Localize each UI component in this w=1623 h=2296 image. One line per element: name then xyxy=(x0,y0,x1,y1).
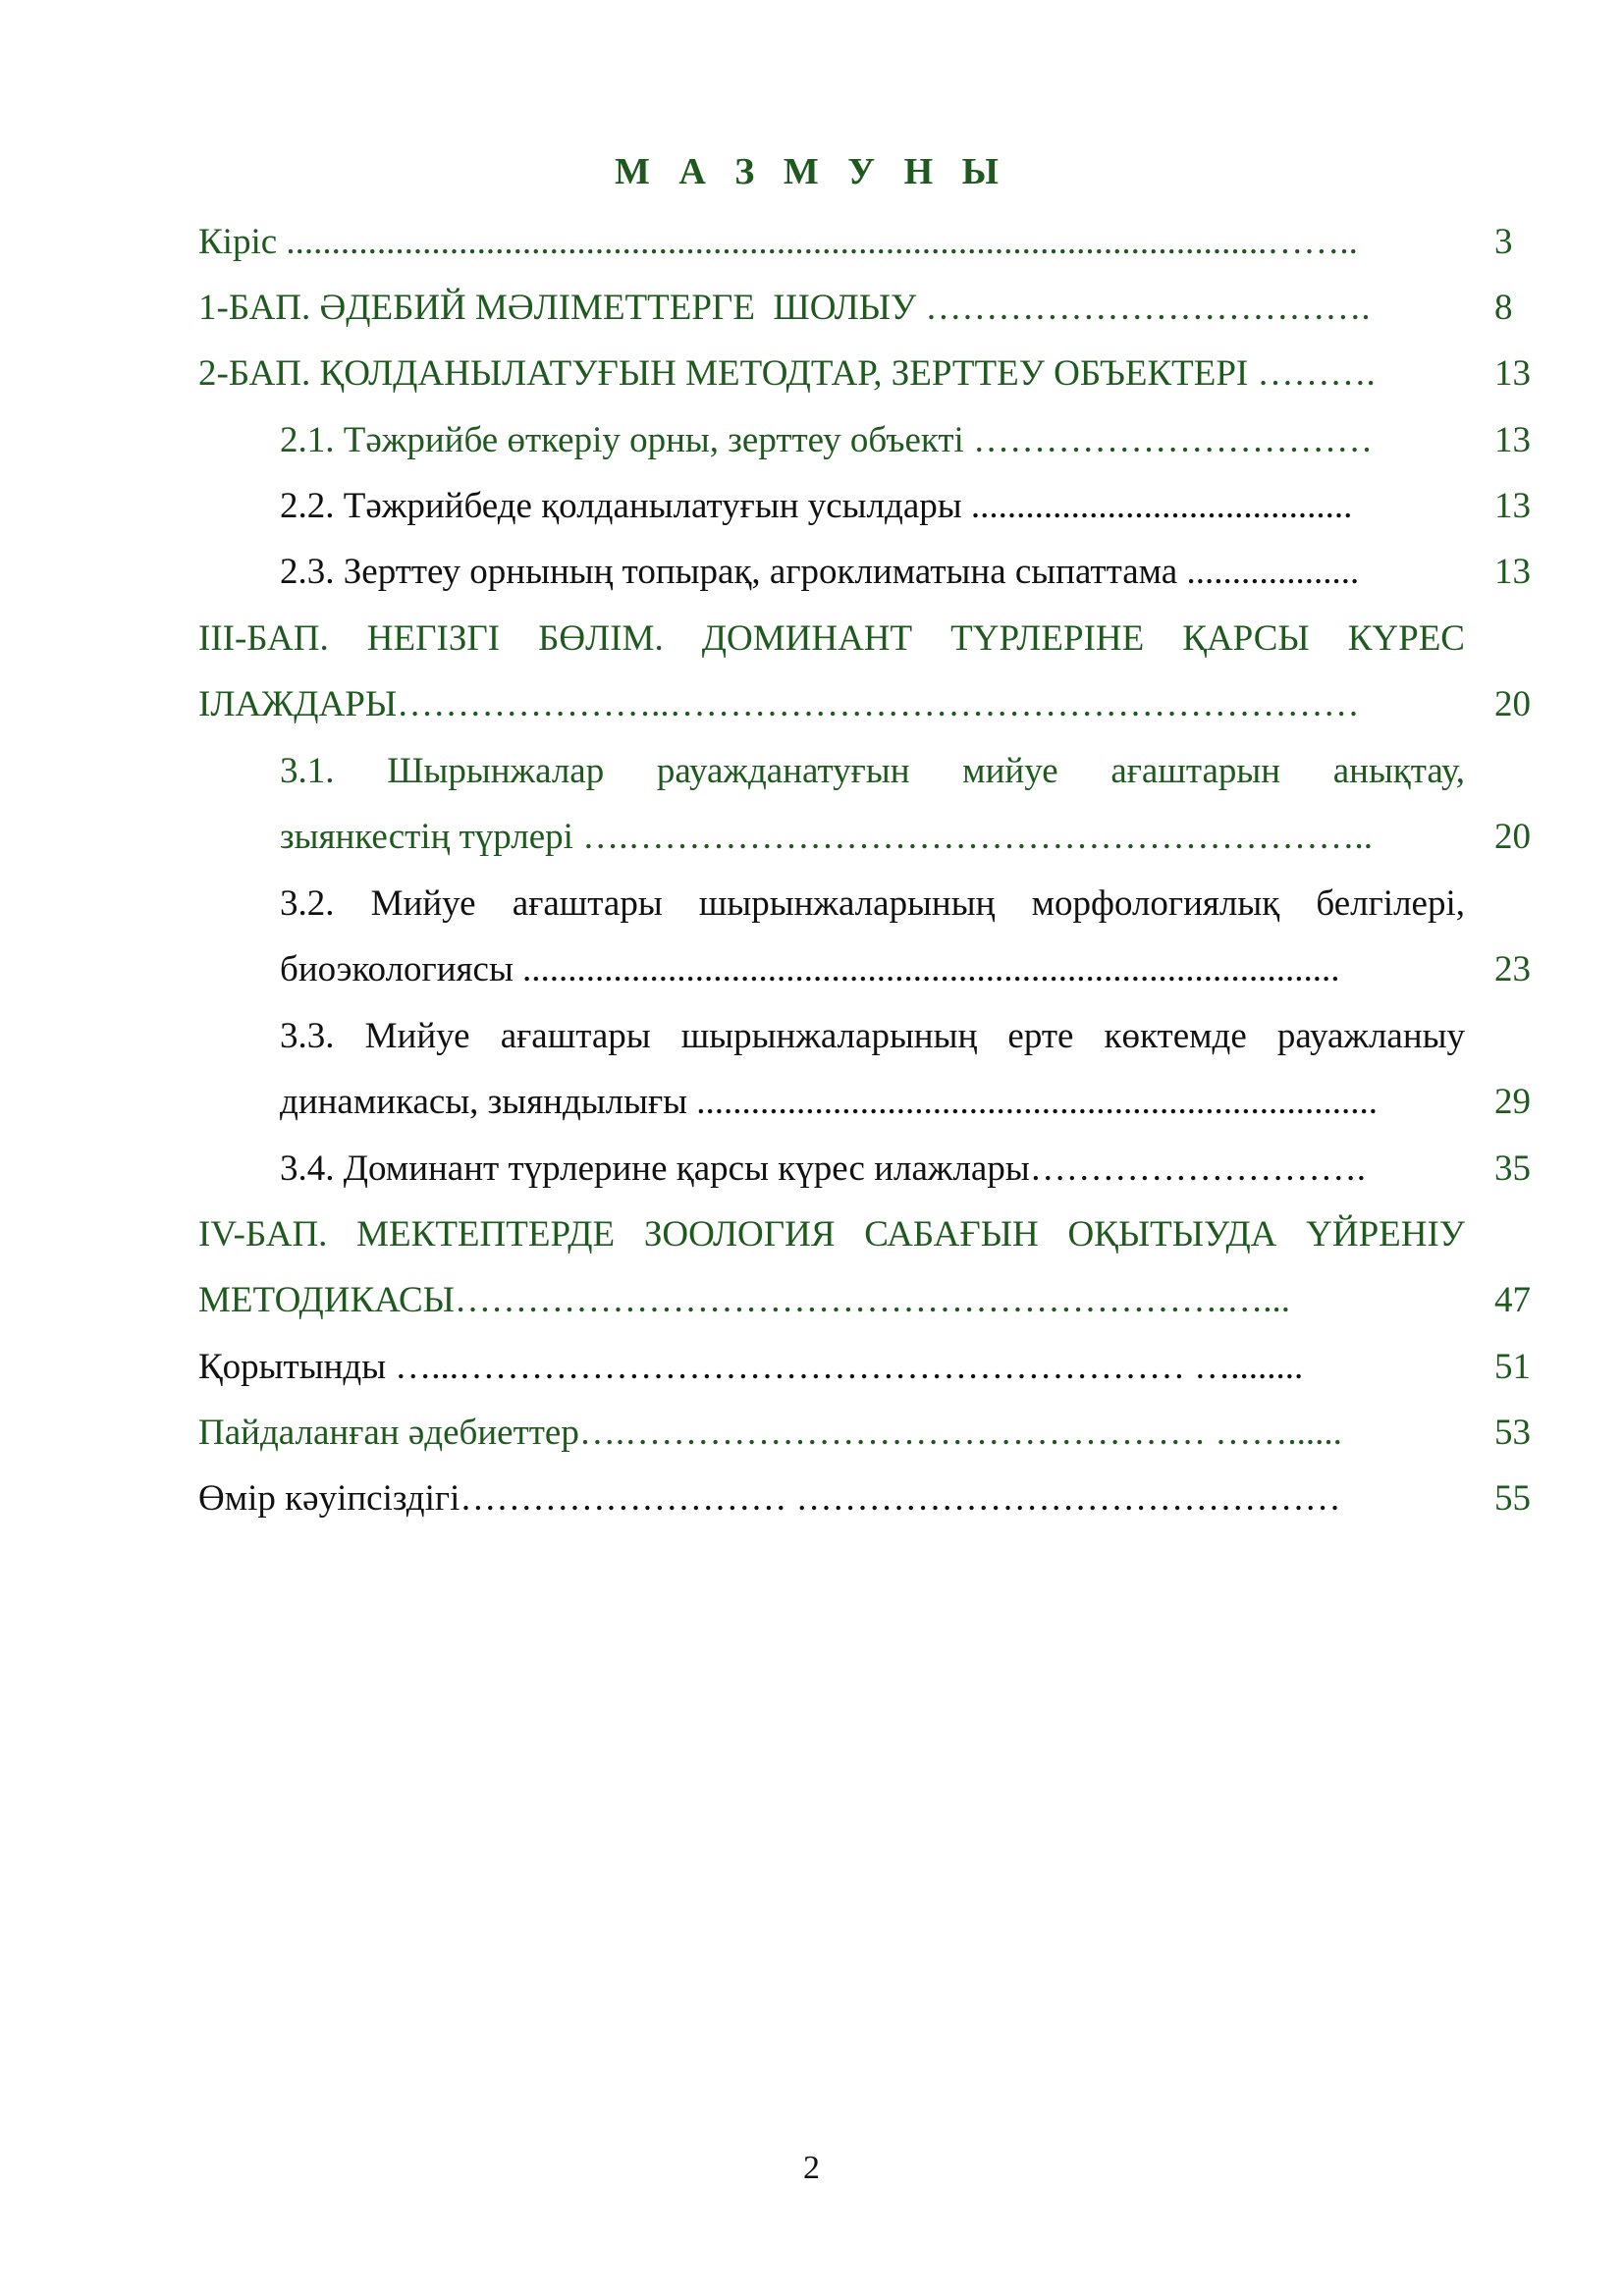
footer-page-number: 2 xyxy=(803,2150,820,2186)
toc-entry-text: динамикасы, зыяндылығы ........................................................................... xyxy=(280,1082,1379,1122)
toc-entry-text: 1-БАП. ӘДЕБИЙ МӘЛІМЕТТЕРГЕ ШОЛЫУ ………………………………. xyxy=(198,288,1371,328)
toc-entry-text: 2-БАП. ҚОЛДАНЫЛАТУҒЫН МЕТОДТАР, ЗЕРТТЕУ ОБЪЕКТЕРІ ………. xyxy=(198,353,1376,394)
toc-entry-section-2-2[interactable] xyxy=(280,482,1458,531)
toc-entry-section-3-4[interactable] xyxy=(280,1145,1458,1194)
toc-entry-section-2-1[interactable] xyxy=(280,416,1458,465)
toc-page-section-2-3: 13 xyxy=(1494,552,1531,592)
toc-page-conclusion: 51 xyxy=(1494,1347,1531,1387)
toc-entry-text: зыянкестің түрлері ….…………………………………………………….. xyxy=(280,817,1373,857)
toc-page-chapter-1: 8 xyxy=(1494,288,1513,328)
toc-page-section-3-1: 20 xyxy=(1494,817,1531,857)
toc-entry-chapter-3-line2[interactable] xyxy=(198,680,1475,729)
toc-entry-chapter-4-line2[interactable] xyxy=(198,1276,1475,1325)
page-title: М А З М У Н Ы xyxy=(615,151,1008,192)
toc-entry-chapter-2[interactable] xyxy=(198,349,1475,399)
toc-page-chapter-2: 13 xyxy=(1494,353,1531,394)
toc-page-references: 53 xyxy=(1494,1413,1531,1453)
toc-page-section-2-2: 13 xyxy=(1494,486,1531,526)
toc-page-section-3-2: 23 xyxy=(1494,949,1531,989)
toc-entry-text: 2.2. Тәжрийбеде қолданылатуғын усылдары .......................................... xyxy=(280,486,1353,526)
toc-entry-text: Өмір кәуіпсіздігі……………………… ……………………………………… xyxy=(198,1478,1341,1519)
toc-entry-section-3-3-line1[interactable]: 3.3. Мийуе ағаштары шырынжаларының ерте көктемде рауажланыу xyxy=(280,1016,1465,1056)
toc-entry-text: Кіріс ............................................................................................................…….. xyxy=(198,222,1358,262)
toc-entry-text: ІЛАЖДАРЫ…………………..………………………………………………… xyxy=(198,684,1360,724)
toc-entry-chapter-1[interactable] xyxy=(198,284,1475,333)
toc-entry-section-3-2-line1[interactable]: 3.2. Мийуе ағаштары шырынжаларының морфологиялық белгілері, xyxy=(280,883,1465,924)
toc-entry-life-safety[interactable] xyxy=(198,1474,1475,1523)
toc-page-section-2-1: 13 xyxy=(1494,420,1531,460)
toc-page-section-3-3: 29 xyxy=(1494,1082,1531,1122)
toc-entry-conclusion[interactable] xyxy=(198,1343,1475,1392)
toc-entry-text: Қорытынды …...…………………………………………………… …........ xyxy=(198,1347,1304,1387)
toc-page-intro: 3 xyxy=(1494,222,1513,262)
toc-page-chapter-4: 47 xyxy=(1494,1280,1531,1320)
toc-entry-references[interactable] xyxy=(198,1409,1475,1458)
toc-entry-text: 2.3. Зерттеу орнының топырақ, агроклиматына сыпаттама ................... xyxy=(280,552,1360,592)
toc-entry-chapter-4-line1[interactable]: IV-БАП. МЕКТЕПТЕРДЕ ЗООЛОГИЯ САБАҒЫН ОҚЫТЫУДА ҮЙРЕНІУ xyxy=(198,1214,1465,1255)
toc-entry-section-3-1-line1[interactable]: 3.1. Шырынжалар рауажданатуғын мийуе ағаштарын анықтау, xyxy=(280,751,1465,791)
toc-entry-text: биоэкологиясы .......................................................................................... xyxy=(280,949,1340,989)
toc-entry-section-3-1-line2[interactable] xyxy=(280,813,1478,862)
toc-entry-section-3-3-line2[interactable] xyxy=(280,1078,1473,1127)
toc-entry-section-2-3[interactable] xyxy=(280,548,1458,597)
toc-page-life-safety: 55 xyxy=(1494,1478,1531,1519)
toc-page-section-3-4: 35 xyxy=(1494,1148,1531,1189)
toc-entry-intro[interactable] xyxy=(198,218,1475,267)
toc-entry-text: МЕТОДИКАСЫ……………………………………………………….…... xyxy=(198,1280,1290,1320)
toc-entry-section-3-2-line2[interactable] xyxy=(280,945,1458,994)
toc-entry-chapter-3-line1[interactable]: ІІІ-БАП. НЕГІЗГІ БӨЛІМ. ДОМИНАНТ ТҮРЛЕРІНЕ ҚАРСЫ КҮРЕС xyxy=(198,618,1465,659)
toc-page-chapter-3: 20 xyxy=(1494,684,1531,724)
toc-entry-text: Пайдаланған әдебиеттер….………………………………………… ……...... xyxy=(198,1413,1342,1453)
toc-entry-text: 2.1. Тәжрийбе өткеріу орны, зерттеу объекті …………………………… xyxy=(280,420,1374,460)
toc-entry-text: 3.4. Доминант түрлерине қарсы күрес илажлары………………………. xyxy=(280,1148,1366,1189)
